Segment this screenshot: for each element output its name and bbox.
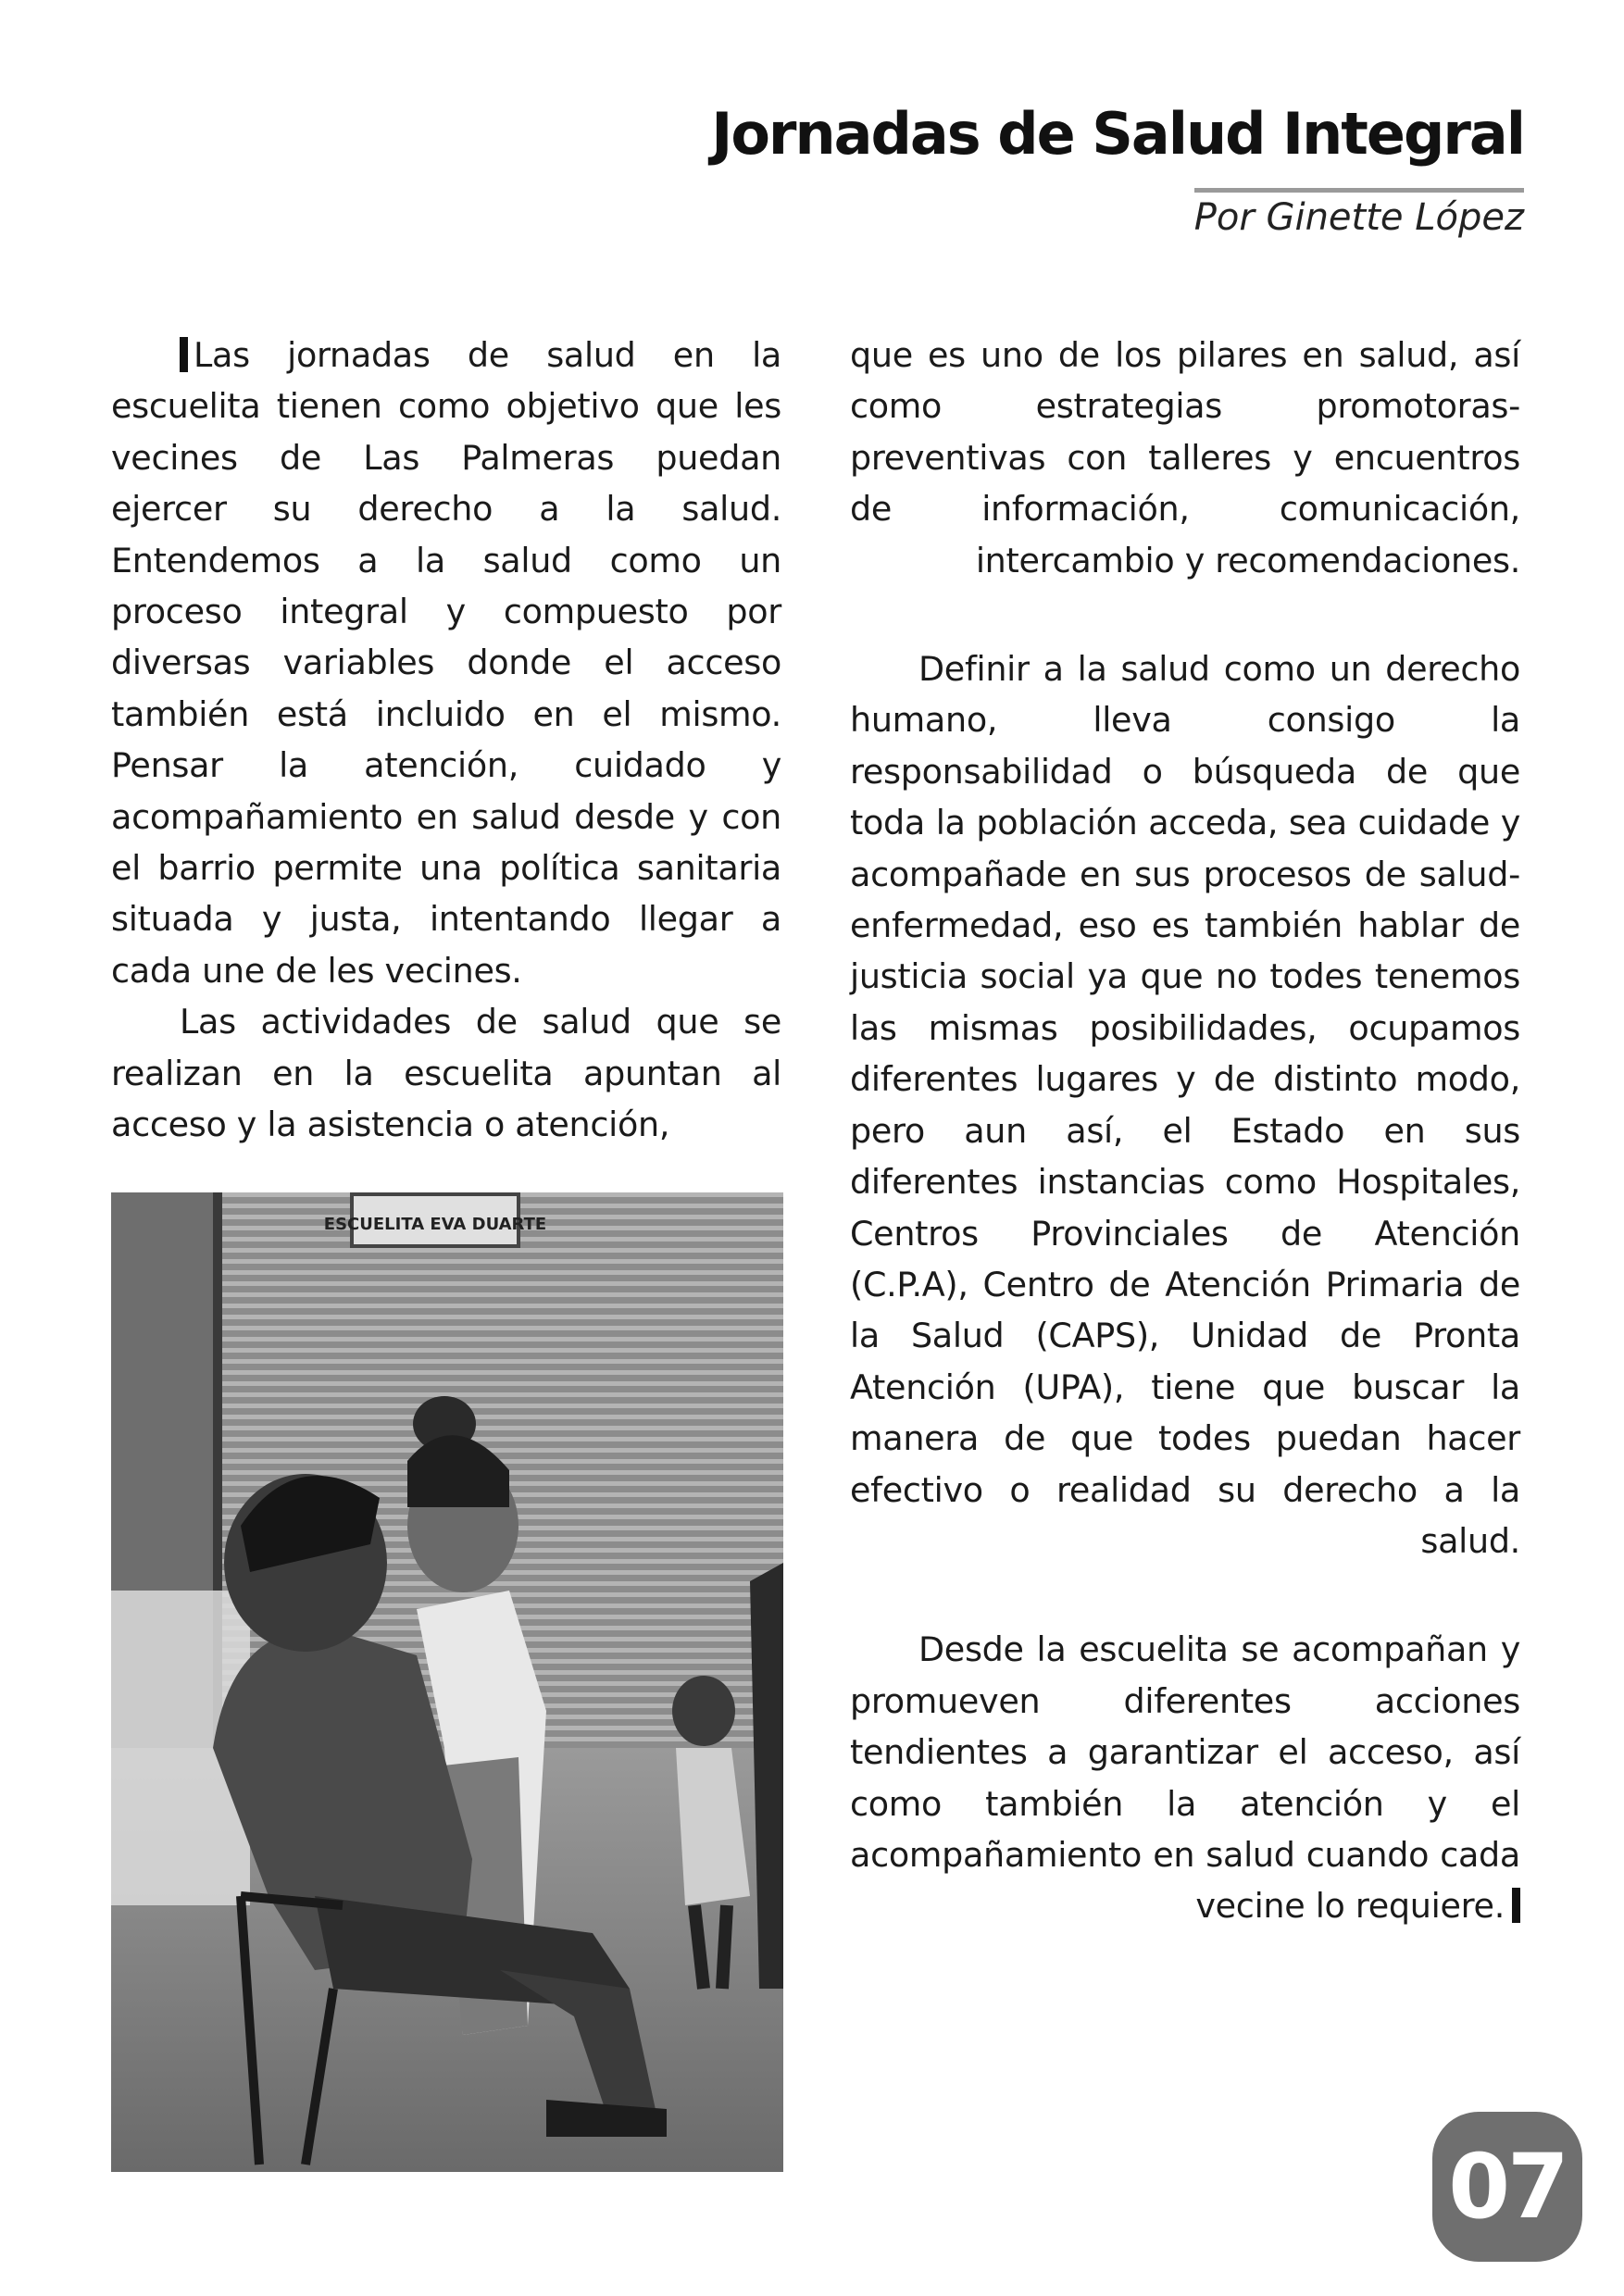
left-column	[111, 330, 781, 1151]
health-checkup-photo	[111, 1192, 783, 2172]
paragraph-intro: Las jornadas de salud en la escuelita tienen como objetivo que les vecines de Las Palmeras puedan ejercer su derecho a la salud. Entendemos a la salud como un proceso integral y compuesto por diversas variables donde el acceso también está incluido en el mismo. Pensar la atención, cuidado y acompañamiento en salud desde y con el barrio permite una política sanitaria situada y justa, intentando llegar a cada une de les vecines.	[111, 335, 781, 991]
right-column	[850, 330, 1520, 1932]
page-number: 07	[1448, 2135, 1567, 2239]
section-end-bar-icon	[1512, 1888, 1520, 1923]
article-title: Jornadas de Salud Integral	[711, 100, 1524, 168]
article-byline: Por Ginette López	[1193, 196, 1524, 239]
paragraph-continued: que es uno de los pilares en salud, así como estrategias promotoras-preventivas con talleres y encuentros de información, comunicación, intercambio y recomendaciones.	[850, 335, 1520, 580]
article-photo	[111, 1192, 783, 2172]
paragraph-activities: Las actividades de salud que se realizan en la escuelita apuntan al acceso y la asistencia o atención,	[111, 1002, 781, 1145]
paragraph-closing: Desde la escuelita se acompañan y promueven diferentes acciones tendientes a garantizar el acceso, así como también la atención y el acompañamiento en salud cuando cada vecine lo requiere.	[850, 1629, 1520, 1927]
paragraph-rights: Definir a la salud como un derecho humano, lleva consigo la responsabilidad o búsqueda de que toda la población acceda, sea cuidade y acompañade en sus procesos de salud-enfermedad, eso es también hablar de justicia social ya que no todes tenemos las mismas posibilidades, ocupamos diferentes lugares y de distinto modo, pero aun así, el Estado en sus diferentes instancias como Hospitales, Centros Provinciales de Atención (C.P.A), Centro de Atención Primaria de la Salud (CAPS), Unidad de Pronta Atención (UPA), tiene que buscar la manera de que todes puedan hacer efectivo o realidad su derecho a la salud.	[850, 649, 1520, 1561]
photo-sign: ESCUELITA EVA DUARTE	[323, 1215, 547, 1234]
title-divider	[1194, 188, 1524, 193]
page-number-badge	[1432, 2112, 1582, 2262]
section-start-bar-icon	[180, 337, 188, 372]
